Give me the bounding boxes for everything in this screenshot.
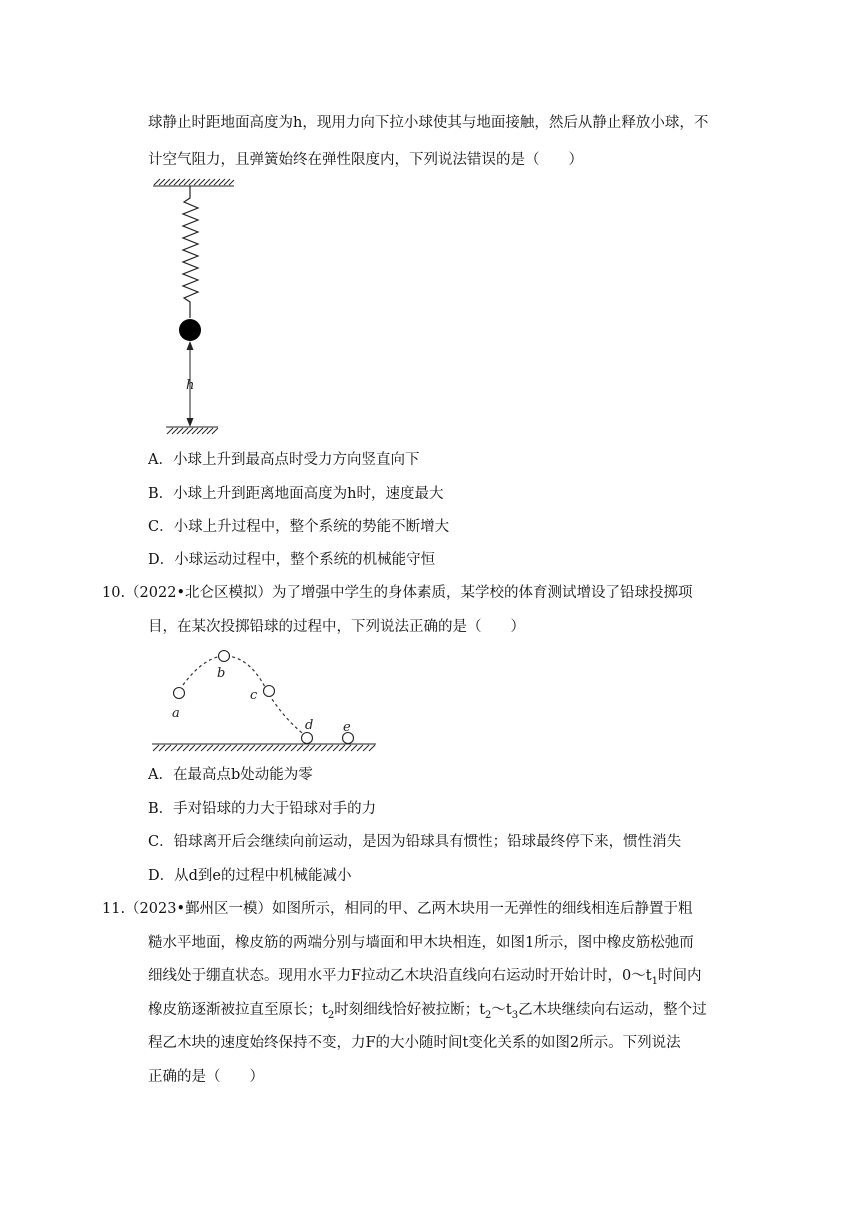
q11-stem-line-4: 橡皮筋逐渐被拉直至原长；$t_2$时刻细线恰好被拉断；$t_2\sim t_3$乙木块继续向右运动，整个过 — [148, 1002, 707, 1021]
arrow-up-icon — [187, 341, 194, 350]
q9-option-b: B．小球上升到距离地面高度为h时，速度最大 — [148, 486, 444, 502]
q11-stem-line-2: 糙水平地面，橡皮筋的两端分别与墙面和甲木块相连，如图1所示，图中橡皮筋松弛而 — [148, 935, 694, 951]
label-c: c — [250, 688, 258, 703]
spring — [183, 186, 198, 318]
spring-ball-figure — [148, 178, 248, 440]
q11-stem-line-6: 正确的是（ ） — [148, 1069, 264, 1085]
label-b: b — [217, 666, 226, 681]
q10-option-a: A．在最高点b处动能为零 — [148, 767, 313, 783]
floor-hatch — [166, 427, 218, 434]
arrow-down-icon — [187, 418, 194, 427]
ball-b — [219, 651, 230, 662]
q10-stem-line-2: 目，在某次投掷铅球的过程中，下列说法正确的是（ ） — [148, 619, 525, 635]
label-e: e — [343, 720, 351, 735]
shot-put-trajectory-figure — [150, 645, 380, 755]
q11-stem-line-5: 程乙木块的速度始终保持不变，力F的大小随时间t变化关系的如图2所示。下列说法 — [148, 1035, 681, 1051]
ball-c — [264, 686, 275, 697]
trajectory-path — [183, 656, 306, 736]
q9-stem-line-1: 球静止时距地面高度为h，现用力向下拉小球使其与地面接触，然后从静止释放小球，不 — [148, 115, 709, 131]
ball-a — [174, 688, 185, 699]
ball-d — [302, 733, 313, 744]
q9-option-c: C．小球上升过程中，整个系统的势能不断增大 — [148, 519, 450, 535]
q9-stem-line-2: 计空气阻力，且弹簧始终在弹性限度内，下列说法错误的是（ ） — [148, 152, 583, 168]
ball — [179, 319, 201, 341]
ground-hatch — [152, 744, 376, 751]
label-a: a — [172, 706, 180, 721]
q11-stem-line-1: 11.（2023•鄞州区一模）如图所示，相同的甲、乙两木块用一无弹性的细线相连后静置于粗 — [102, 901, 693, 917]
height-label: h — [186, 378, 195, 393]
q10-stem-line-1: 10.（2022•北仑区模拟）为了增强中学生的身体素质，某学校的体育测试增设了铅球投掷项 — [102, 585, 693, 601]
q11-stem-line-3: 细线处于绷直状态。现用水平力F拉动乙木块沿直线向右运动时开始计时，$0\sim t_1$时间内 — [148, 968, 702, 987]
ceiling-hatch — [153, 179, 234, 186]
q9-option-d: D．小球运动过程中，整个系统的机械能守恒 — [148, 552, 436, 568]
q10-option-c: C．铅球离开后会继续向前运动，是因为铅球具有惯性；铅球最终停下来，惯性消失 — [148, 834, 682, 850]
q9-option-a: A．小球上升到最高点时受力方向竖直向下 — [148, 452, 420, 468]
q10-option-b: B．手对铅球的力大于铅球对手的力 — [148, 801, 377, 817]
label-d: d — [305, 718, 314, 733]
q10-option-d: D．从d到e的过程中机械能减小 — [148, 868, 352, 884]
